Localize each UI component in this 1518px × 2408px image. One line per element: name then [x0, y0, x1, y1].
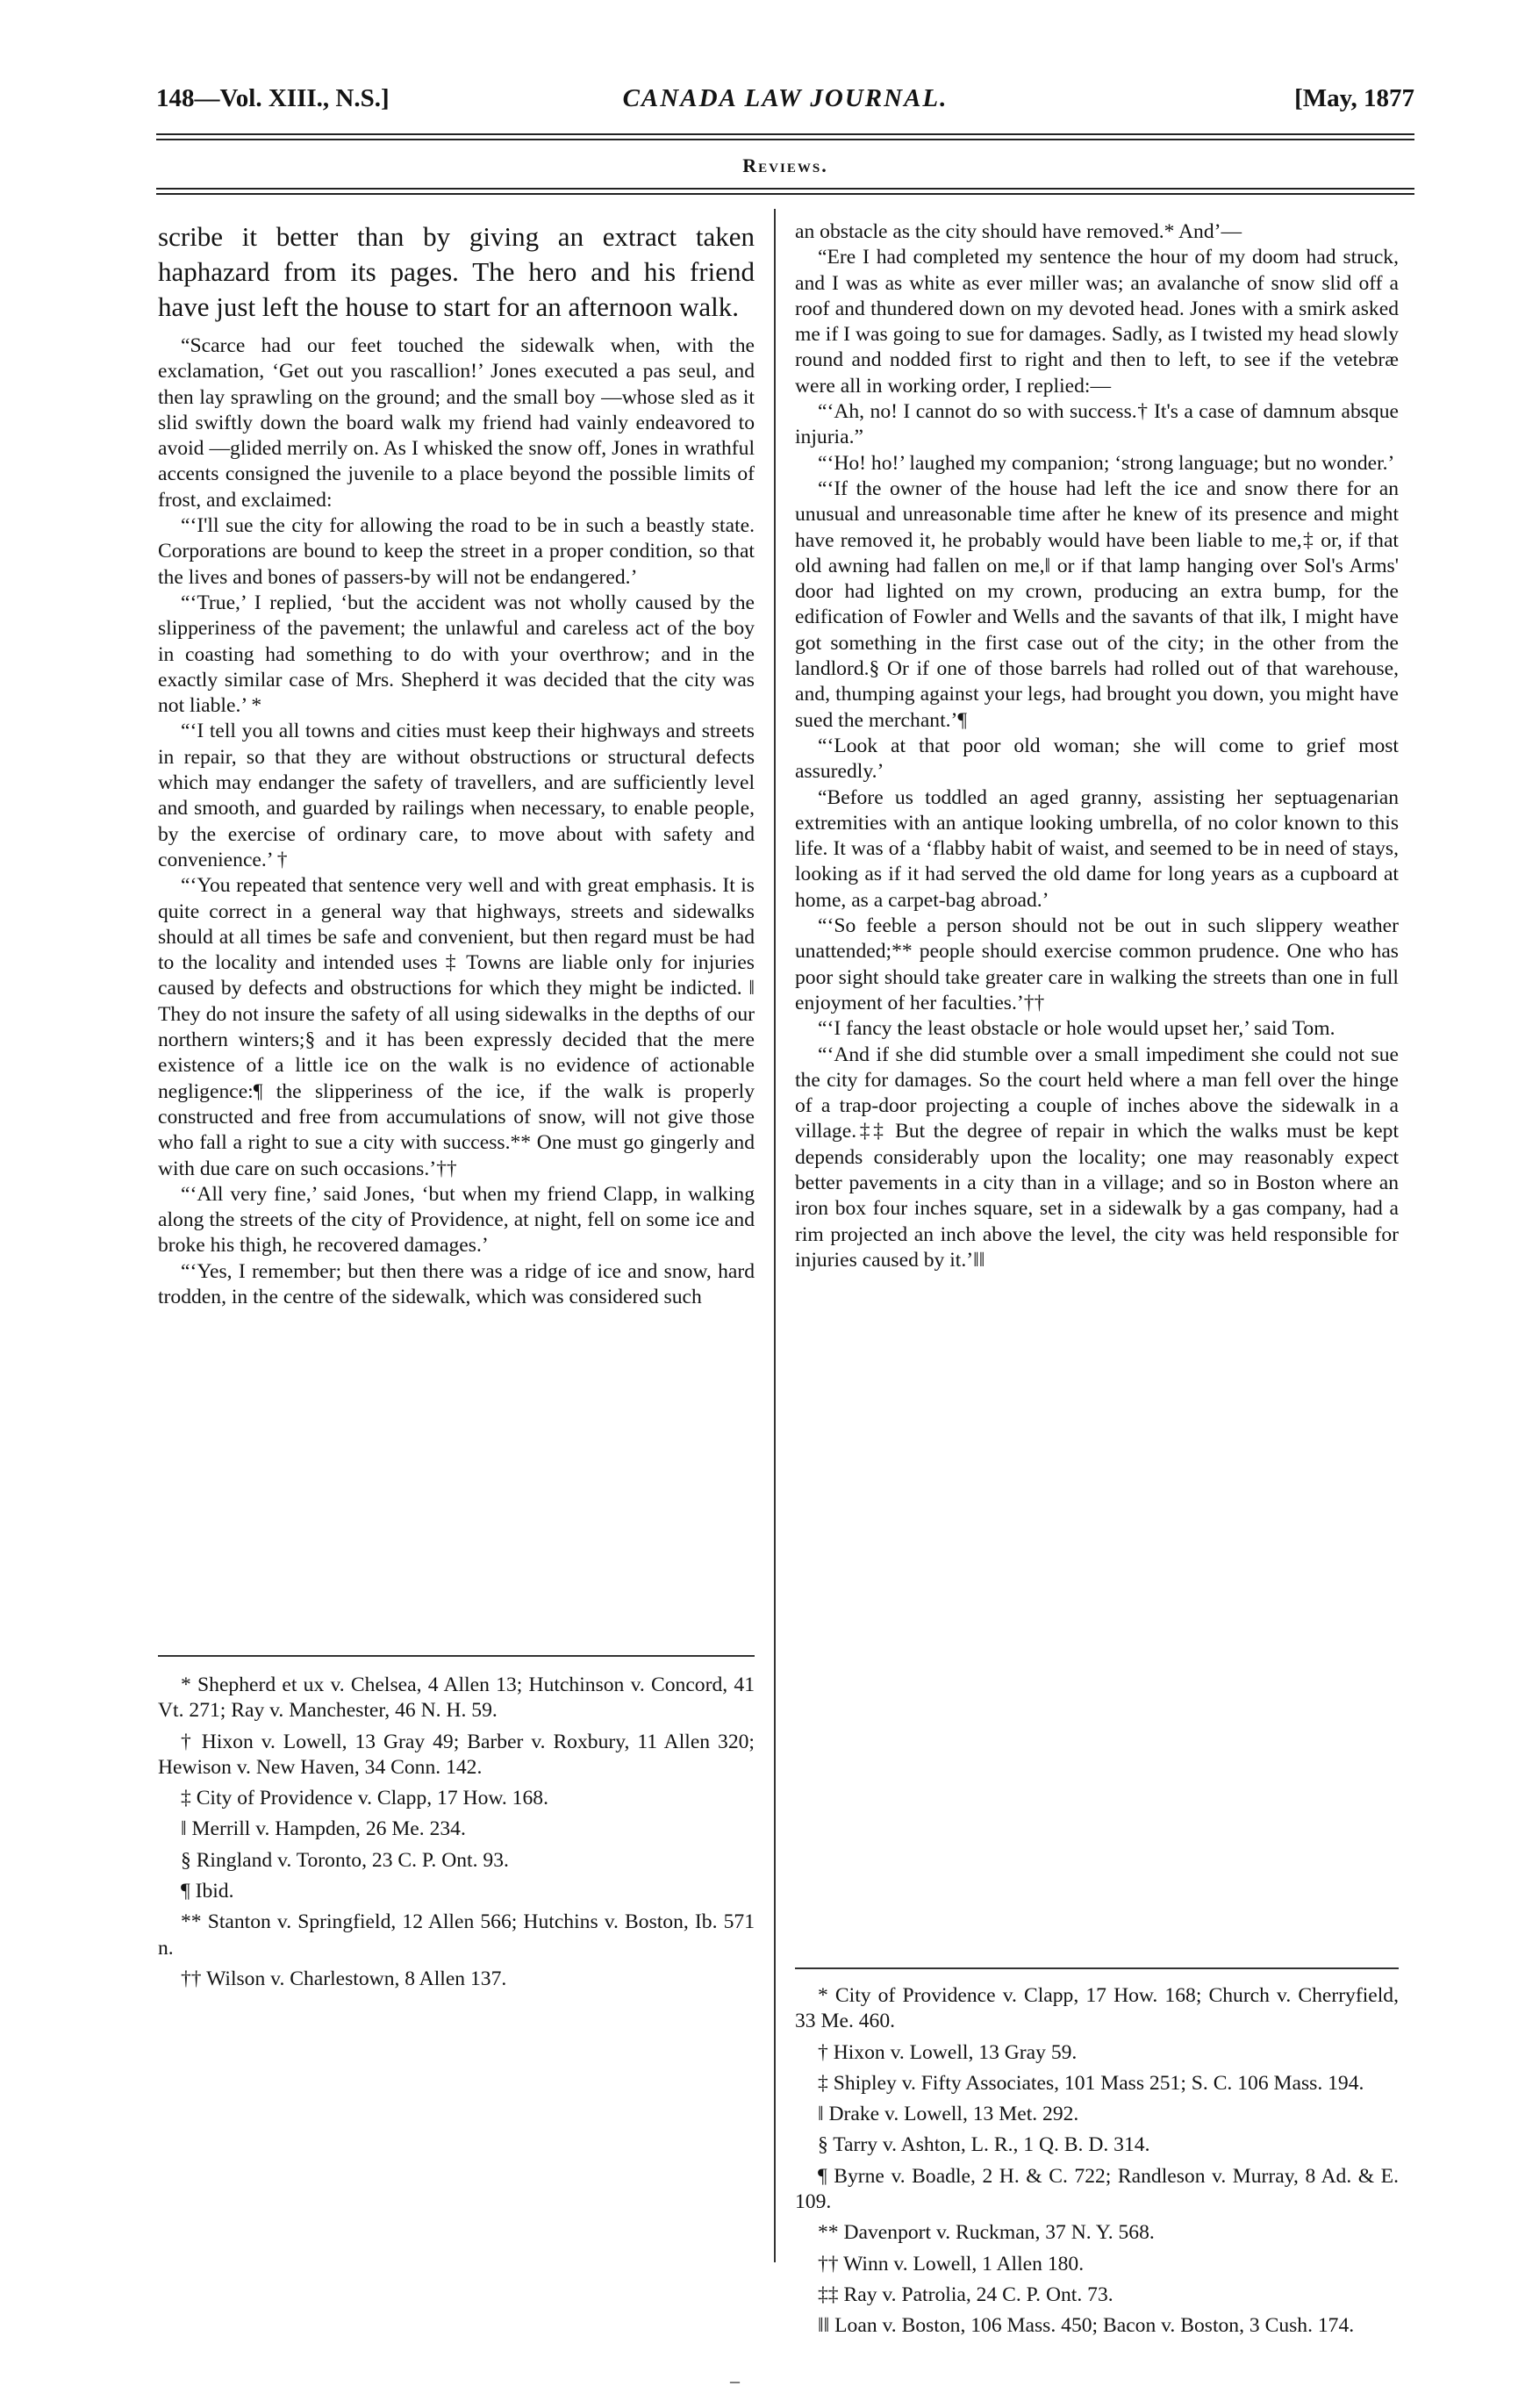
right-column — [795, 219, 1399, 1273]
footnote: ‖ Drake v. Lowell, 13 Met. 292. — [818, 2103, 1079, 2126]
footnote: ‡ City of Providence v. Clapp, 17 How. 168. — [181, 1787, 548, 1810]
footnote: †† Winn v. Lowell, 1 Allen 180. — [818, 2252, 1085, 2275]
footnote: †† Wilson v. Charlestown, 8 Allen 137. — [181, 1967, 507, 1990]
left-paragraph: “Scarce had our feet touched the sidewalk when, with the exclamation, ‘Get out you rascallion!’ Jones executed a pas seul, and then lay sprawling on the ground; and the small boy —whose sled as it slid swiftly down the board walk my friend had vainly endeavored to avoid —glided merrily on. As I whisked the snow off, Jones in wrathful accents consigned the juvenile to a place beyond the possible limits of frost, and exclaimed: — [158, 334, 755, 512]
header-rule-top — [156, 133, 1414, 135]
footnote: ‖‖ Loan v. Boston, 106 Mass. 450; Bacon v. Boston, 3 Cush. 174. — [818, 2314, 1355, 2338]
left-paragraph: “‘True,’ I replied, ‘but the accident was not wholly caused by the slipperiness of the pavement; the unlawful and careless act of the boy in coasting had something to do with your overthrow; and in the exactly similar case of Mrs. Shepherd it was decided that the city was not liable.’ * — [158, 591, 755, 718]
header-rule-bottom — [156, 139, 1414, 140]
right-paragraph: “‘So feeble a person should not be out in such slippery weather unattended;** people should exercise common prudence. One who has poor sight should take greater care in walking the streets than one in full enjoyment of her faculties.’†† — [795, 914, 1399, 1014]
right-paragraph: “‘Look at that poor old woman; she will come to grief most assuredly.’ — [795, 734, 1399, 784]
section-rule-bottom — [156, 193, 1414, 195]
footnote: ¶ Byrne v. Boadle, 2 H. & C. 722; Randleson v. Murray, 8 Ad. & E. 109. — [795, 2164, 1399, 2214]
left-paragraph-lead: scribe it better than by giving an extract taken haphazard from its pages. The hero and his friend have just left the house to start for an afternoon walk. — [158, 221, 755, 322]
left-paragraph: “‘I tell you all towns and cities must keep their highways and streets in repair, so that they are without obstructions or structural defects which may endanger the safety of travellers, and are sufficiently level and smooth, and guarded by railings when necessary, to enable people, by the exercise of ordinary care, to move about with safety and convenience.’ † — [158, 720, 755, 871]
footnote-rule-left — [158, 1655, 755, 1657]
section-rule-top — [156, 188, 1414, 190]
column-divider — [774, 209, 776, 2262]
footnote-rule-right — [795, 1967, 1399, 1969]
footnote: ** Stanton v. Springfield, 12 Allen 566; Hutchins v. Boston, Ib. 571 n. — [158, 1910, 755, 1960]
footnote: ** Davenport v. Ruckman, 37 N. Y. 568. — [818, 2221, 1155, 2245]
right-paragraph: “Before us toddled an aged granny, assisting her septuagenarian extremities with an antique looking umbrella, of no color known to this life. It was of a ‘flabby habit of waist, and seemed to be in need of stays, looking as if it had served the old dame for long years as a cupboard at home, as a carpet-bag abroad.’ — [795, 785, 1399, 912]
footnote: * City of Providence v. Clapp, 17 How. 168; Church v. Cherryfield, 33 Me. 460. — [795, 1984, 1399, 2033]
volume-page-label: 148—Vol. XIII., N.S.] — [156, 84, 390, 112]
left-paragraph: “‘Yes, I remember; but then there was a ridge of ice and snow, hard trodden, in the centre of the sidewalk, which was considered such — [158, 1259, 755, 1308]
right-paragraph: an obstacle as the city should have removed.* And’— — [795, 220, 1242, 243]
left-paragraph: “‘All very fine,’ said Jones, ‘but when my friend Clapp, in walking along the streets of the city of Providence, at night, fell on some ice and broke his thigh, he recovered damages.’ — [158, 1182, 755, 1258]
footnote: ¶ Ibid. — [181, 1880, 234, 1903]
right-paragraph: “‘Ho! ho!’ laughed my companion; ‘strong language; but no wonder.’ — [818, 451, 1395, 475]
footnote: § Tarry v. Ashton, L. R., 1 Q. B. D. 314. — [818, 2133, 1150, 2157]
footnote: † Hixon v. Lowell, 13 Gray 49; Barber v. Roxbury, 11 Allen 320; Hewison v. New Haven, 34 Conn. 142. — [158, 1730, 755, 1779]
right-paragraph: “Ere I had completed my sentence the hour of my doom had struck, and I was as white as ever miller was; an avalanche of snow slid off a roof and thundered down on my devoted head. Jones with a smirk asked me if I was going to sue for damages. Sadly, as I twisted my head slowly round and nodded first to right and then to left, to see if the vetebræ were all in working order, I replied:— — [795, 246, 1399, 398]
footnote: ‡ Shipley v. Fifty Associates, 101 Mass 251; S. C. 106 Mass. 194. — [818, 2071, 1364, 2095]
footnote: ‖ Merrill v. Hampden, 26 Me. 234. — [181, 1817, 466, 1841]
journal-title: CANADA LAW JOURNAL. — [622, 84, 949, 112]
footnote: † Hixon v. Lowell, 13 Gray 59. — [818, 2040, 1078, 2064]
footnote: § Ringland v. Toronto, 23 C. P. Ont. 93. — [181, 1848, 509, 1872]
left-paragraph: “‘I'll sue the city for allowing the road to be in such a beastly state. Corporations are bound to keep the street in a proper condition, so that the lives and bones of passers-by will not be endangered.’ — [158, 514, 755, 589]
footnote: ‡‡ Ray v. Patrolia, 24 C. P. Ont. 73. — [818, 2283, 1113, 2306]
footnotes-right — [795, 1983, 1399, 2345]
right-paragraph: “‘Ah, no! I cannot do so with success.† It's a case of damnum absque injuria.” — [795, 400, 1399, 449]
running-header — [156, 84, 1414, 128]
footnote: * Shepherd et ux v. Chelsea, 4 Allen 13; Hutchinson v. Concord, 41 Vt. 271; Ray v. Manchester, 46 N. H. 59. — [158, 1673, 755, 1723]
footnotes-left — [158, 1673, 755, 1997]
right-paragraph: “‘If the owner of the house had left the ice and snow there for an unusual and unreasonable time after he knew of its presence and might have removed it, he probably would have been liable to me,‡ or, if that old awning had fallen on me,‖ or if that lamp hanging over Sol's Arms' door had lighted on my crown, producing an extra bump, for the edification of Fowler and Wells and the savants of that ilk, I might have got something in the first case out of the city; in the other from the landlord.§ Or if one of those barrels had rolled out of that warehouse, and, thumping against your legs, had brought you down, you might have sued the merchant.’¶ — [795, 477, 1399, 732]
section-title: Reviews. — [742, 154, 828, 176]
left-column — [158, 219, 755, 1310]
page-bottom-mark: – — [730, 2369, 740, 2391]
left-paragraph: “‘You repeated that sentence very well and with great emphasis. It is quite correct in a general way that highways, streets and sidewalks should at all times be safe and convenient, but then regard must be had to the locality and intended uses ‡ Towns are liable only for injuries caused by defects and obstructions for which they might be indicted. ‖ They do not insure the safety of all using sidewalks in the depths of our northern winters;§ and it has been expressly decided that the mere existence of a little ice on the walk is no evidence of actionable negligence:¶ the slipperiness of the ice, if the walk is properly constructed and free from accumulations of snow, will not give those who fall a right to sue a city with success.** One must go gingerly and with due care on such occasions.’†† — [158, 874, 755, 1180]
issue-date: [May, 1877 — [1294, 84, 1414, 112]
right-paragraph: “‘And if she did stumble over a small impediment she could not sue the city for damages. So the court held where a man fell over the hinge of a trap-door projecting a couple of inches above the sidewalk in a village.‡‡ But the degree of repair in which the walks must be kept depends considerably upon the locality; one may reasonably expect better pavements in a city than in a village; and so in Boston where an iron box four inches square, set in a sidewalk by a gas company, had a rim projected an inch above the level, the city was held responsible for injuries caused by it.’‖‖ — [795, 1043, 1399, 1272]
right-paragraph: “‘I fancy the least obstacle or hole would upset her,’ said Tom. — [818, 1017, 1335, 1041]
